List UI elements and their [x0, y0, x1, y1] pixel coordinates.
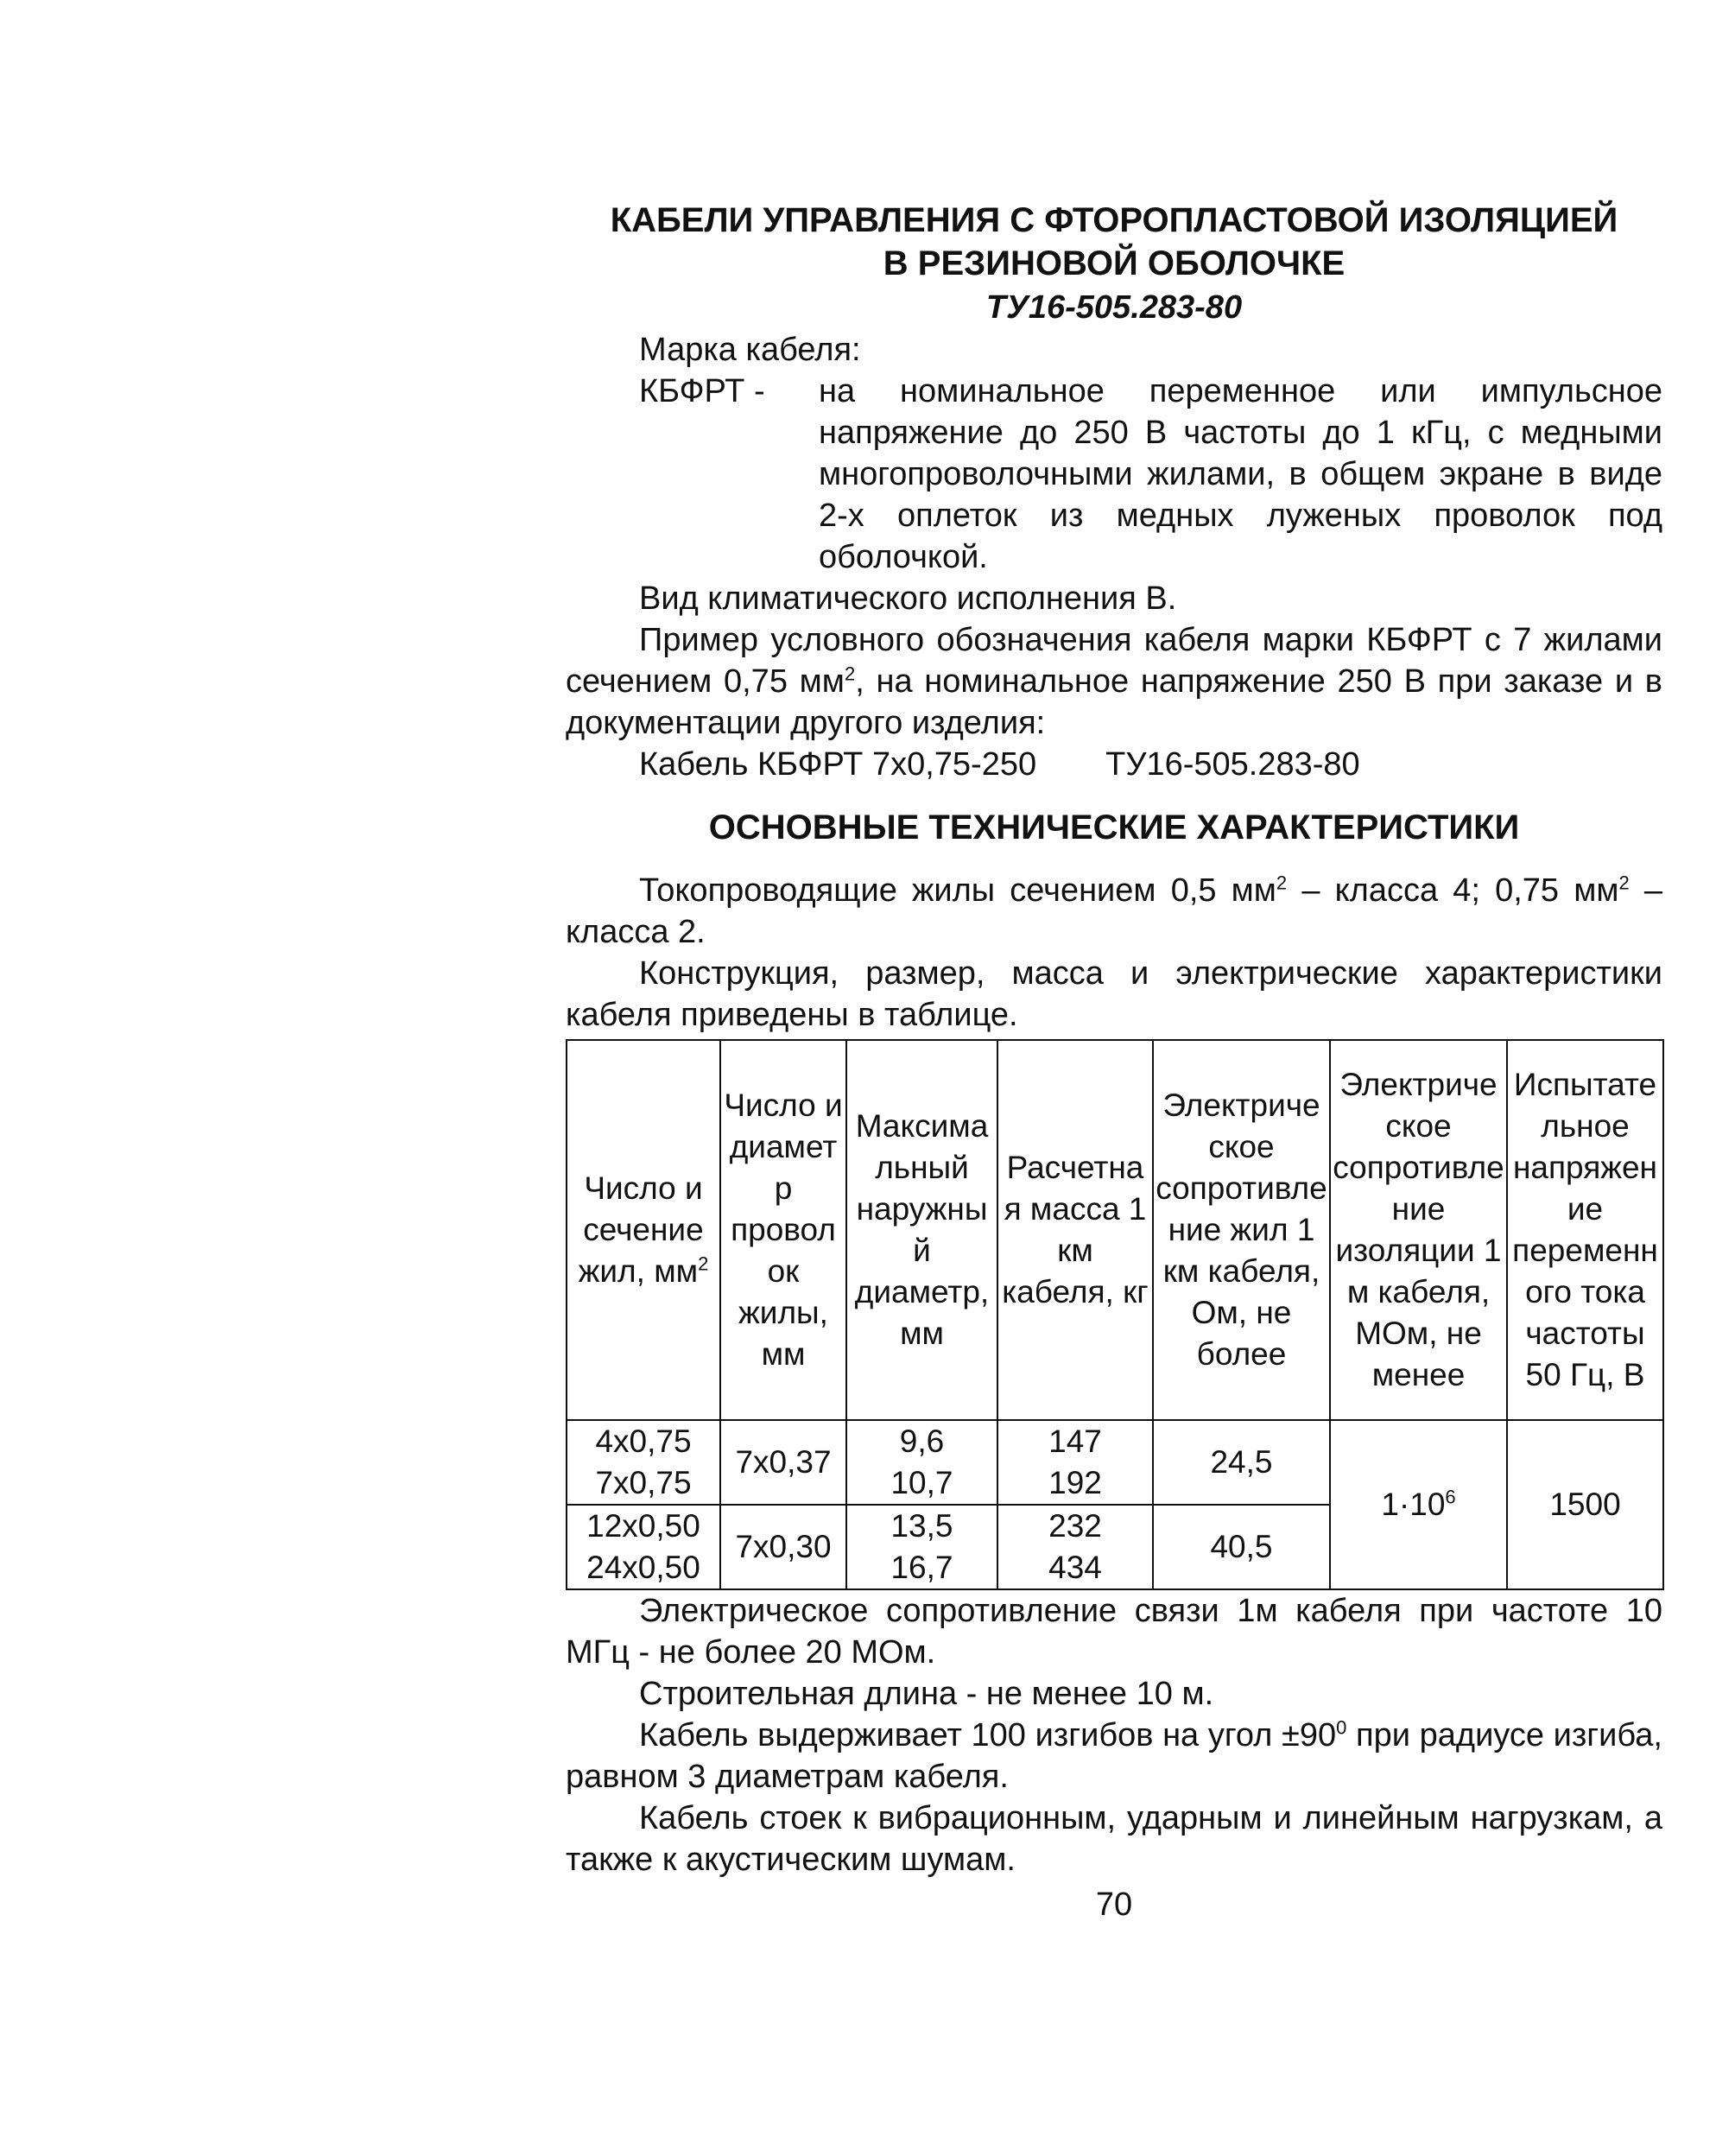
- cell-size-value: 7х0,75: [595, 1465, 692, 1500]
- header-insulation-resistance: Электрическое сопротивление изоляции 1 м кабеля, МОм, не менее: [1330, 1040, 1507, 1420]
- title-line-2: В РЕЗИНОВОЙ ОБОЛОЧКЕ: [883, 244, 1346, 282]
- conductors-text: [566, 870, 1662, 953]
- cell-size-value: 4х0,75: [595, 1424, 692, 1459]
- example-text-b: , на номинальное напряжение 250 В при заказе и в документации другого изделия:: [566, 663, 1662, 741]
- title-standard: ТУ16-505.283-80: [985, 289, 1243, 326]
- header-wires: Число и диаметр проволок жилы, мм: [720, 1040, 846, 1420]
- cell-mass-value: 147: [1048, 1424, 1102, 1459]
- cell-masses: [997, 1505, 1153, 1589]
- designation-code: Кабель КБФРТ 7х0,75-250: [639, 746, 1037, 783]
- cell-diameters: [846, 1505, 997, 1589]
- example-sup: 2: [844, 663, 856, 685]
- conductors-text-a: Токопроводящие жилы сечением 0,5 мм: [639, 872, 1276, 909]
- example-designation: [566, 744, 1662, 785]
- brand-name: КБФРТ -: [639, 373, 765, 409]
- cell-diameter-value: 13,5: [890, 1508, 953, 1544]
- resistance-note: Кабель стоек к вибрационным, ударным и линейным нагрузкам, а также к акустическим шумам.: [566, 1800, 1662, 1878]
- cell-core-resistance: 24,5: [1153, 1420, 1330, 1505]
- cell-mass-value: 192: [1048, 1465, 1102, 1500]
- cell-wires: 7х0,37: [720, 1420, 846, 1505]
- insulation-exp: 6: [1445, 1486, 1456, 1508]
- header-cores-text: Число и сечение жил, мм: [578, 1170, 704, 1289]
- cell-diameter-value: 16,7: [890, 1550, 953, 1585]
- page-number: 70: [1095, 1886, 1133, 1923]
- section-title: ОСНОВНЫЕ ТЕХНИЧЕСКИЕ ХАРАКТЕРИСТИКИ: [708, 808, 1520, 847]
- length-text: Строительная длина - не менее 10 м.: [639, 1676, 1214, 1712]
- header-test-voltage: Испытательное напряжение переменного тока частоты 50 Гц, В: [1507, 1040, 1663, 1420]
- conductors-sup-b: 2: [1618, 872, 1630, 894]
- title-line-1: КАБЕЛИ УПРАВЛЕНИЯ С ФТОРОПЛАСТОВОЙ ИЗОЛЯЦИЕЙ: [610, 201, 1618, 239]
- brand-description: на номинальное переменное или импульсное напряжение до 250 В частоты до 1 кГц, с медными многопроволочными жилами, в общем экране в виде 2-х оплеток из медных луженых проволок под оболочкой.: [819, 373, 1662, 575]
- insulation-base: 1·10: [1381, 1487, 1446, 1522]
- header-core-resistance: Электрическое сопротивление жил 1 км кабеля, Ом, не более: [1153, 1040, 1330, 1420]
- document-page: [566, 199, 1662, 1925]
- cell-masses: [997, 1420, 1153, 1505]
- table-header-row: [567, 1040, 1663, 1420]
- cell-sizes: [567, 1505, 720, 1589]
- bending-sup: 0: [1336, 1716, 1347, 1739]
- cell-wires: 7х0,30: [720, 1505, 846, 1589]
- document-title: [566, 199, 1662, 329]
- header-cores: [567, 1040, 720, 1420]
- bending-text: [566, 1715, 1662, 1798]
- cell-mass-value: 232: [1048, 1508, 1102, 1544]
- cell-diameters: [846, 1420, 997, 1505]
- cell-diameter-value: 10,7: [890, 1465, 953, 1500]
- example-text-a: Пример условного обозначения кабеля марки КБФРТ с 7 жилами сечением 0,75 мм: [566, 622, 1662, 700]
- table-intro: Конструкция, размер, масса и электрические характеристики кабеля приведены в таблице.: [566, 955, 1662, 1033]
- cell-size-value: 12х0,50: [586, 1508, 700, 1544]
- example-text: [566, 619, 1662, 744]
- brand-label: Марка кабеля:: [639, 332, 861, 368]
- header-diameter: Максимальный наружный диаметр, мм: [846, 1040, 997, 1420]
- bending-text-b: при радиусе изгиба, равном 3 диаметрам кабеля.: [566, 1717, 1662, 1795]
- cell-mass-value: 434: [1048, 1550, 1102, 1585]
- bending-text-a: Кабель выдерживает 100 изгибов на угол ±90: [639, 1717, 1337, 1753]
- table-row: [567, 1420, 1663, 1505]
- coupling-text: Электрическое сопротивление связи 1м кабеля при частоте 10 МГц - не более 20 МОм.: [566, 1593, 1662, 1671]
- cell-sizes: [567, 1420, 720, 1505]
- conductors-text-c: – класса 2.: [566, 872, 1662, 950]
- brand-definition: [566, 371, 1662, 578]
- designation-standard: ТУ16-505.283-80: [1105, 746, 1360, 783]
- conductors-text-b: – класса 4; 0,75 мм: [1287, 872, 1619, 909]
- cell-core-resistance: 40,5: [1153, 1505, 1330, 1589]
- conductors-sup-a: 2: [1276, 872, 1288, 894]
- cell-insulation-resistance: [1330, 1420, 1507, 1589]
- cell-test-voltage: 1500: [1507, 1420, 1663, 1589]
- header-mass: Расчетная масса 1 км кабеля, кг: [997, 1040, 1153, 1420]
- cell-diameter-value: 9,6: [899, 1424, 945, 1459]
- climate-text: Вид климатического исполнения В.: [639, 580, 1177, 617]
- header-cores-sup: 2: [698, 1252, 709, 1275]
- cell-size-value: 24х0,50: [586, 1550, 700, 1585]
- characteristics-table: [566, 1039, 1664, 1590]
